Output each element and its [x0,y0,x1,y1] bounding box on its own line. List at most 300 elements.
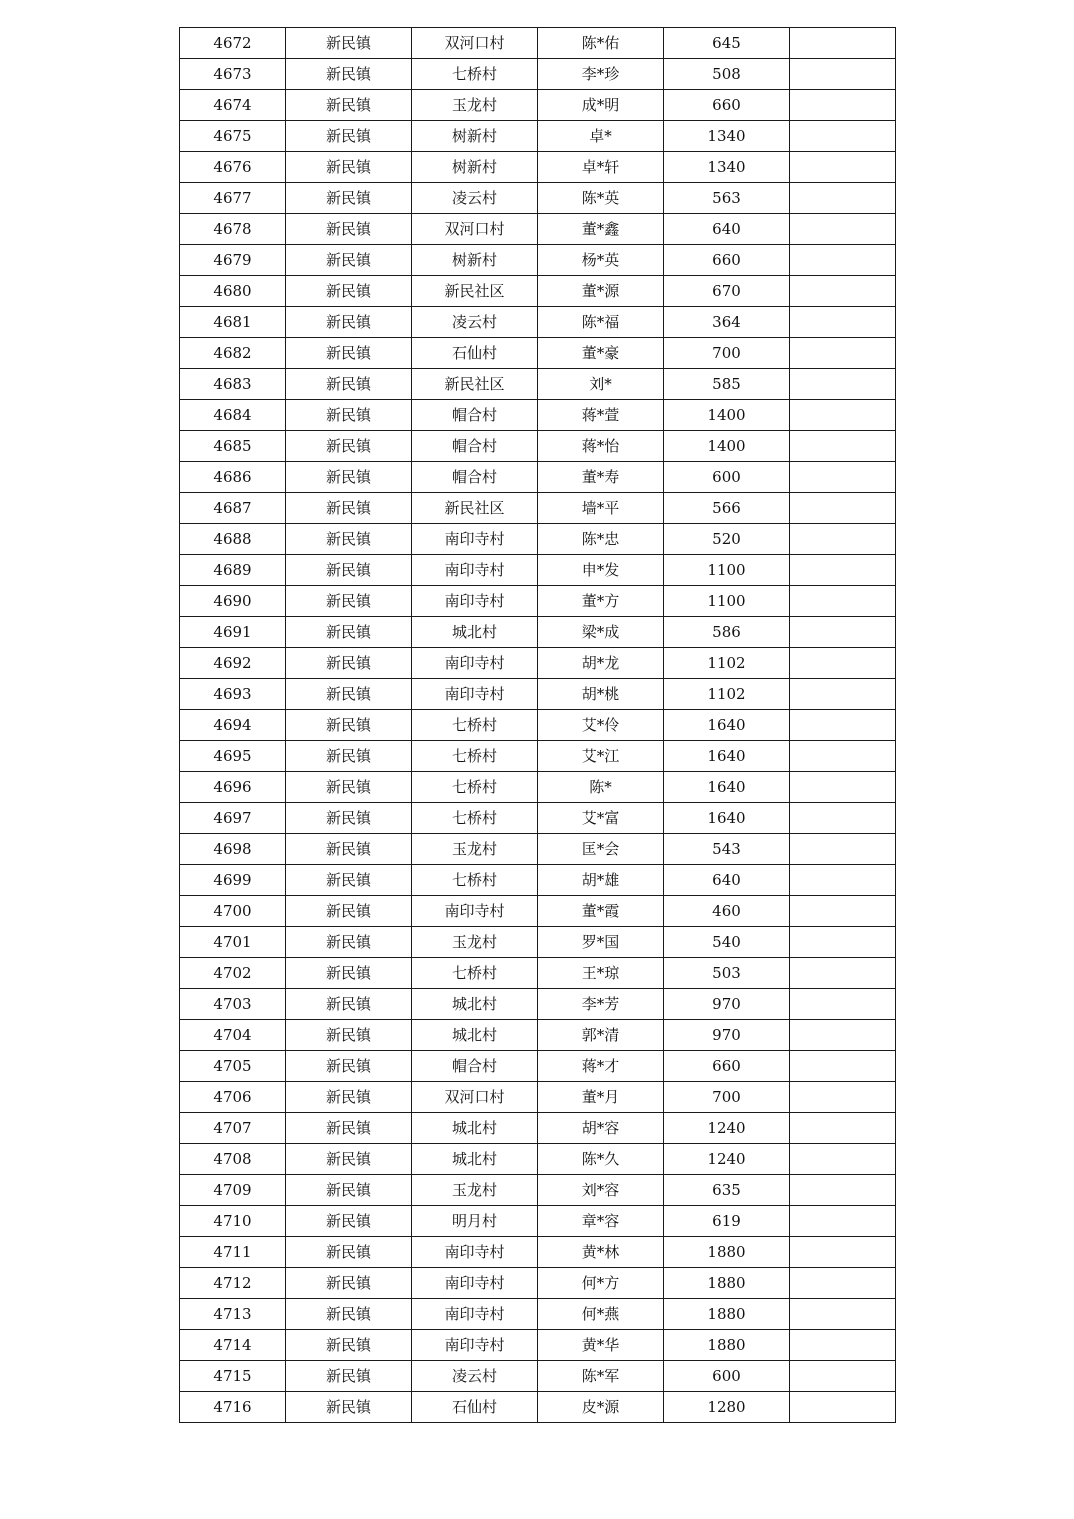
cell-name: 郭*清 [538,1020,664,1051]
cell-id: 4702 [180,958,286,989]
cell-village: 树新村 [412,121,538,152]
cell-id: 4714 [180,1330,286,1361]
table-row [180,400,896,431]
cell-name: 胡*容 [538,1113,664,1144]
cell-village: 帽合村 [412,431,538,462]
cell-name: 刘* [538,369,664,400]
cell-village: 凌云村 [412,183,538,214]
cell-id: 4712 [180,1268,286,1299]
cell-town: 新民镇 [286,586,412,617]
table-row [180,183,896,214]
cell-name: 董*月 [538,1082,664,1113]
cell-id: 4683 [180,369,286,400]
cell-amount: 660 [664,245,790,276]
cell-note [790,307,896,338]
cell-id: 4674 [180,90,286,121]
cell-note [790,338,896,369]
cell-village: 明月村 [412,1206,538,1237]
cell-town: 新民镇 [286,1082,412,1113]
cell-name: 卓* [538,121,664,152]
cell-amount: 635 [664,1175,790,1206]
cell-village: 双河口村 [412,1082,538,1113]
cell-amount: 1102 [664,679,790,710]
cell-id: 4672 [180,28,286,59]
cell-amount: 566 [664,493,790,524]
cell-name: 胡*雄 [538,865,664,896]
cell-id: 4710 [180,1206,286,1237]
cell-village: 石仙村 [412,1392,538,1423]
cell-amount: 660 [664,1051,790,1082]
cell-town: 新民镇 [286,431,412,462]
cell-amount: 508 [664,59,790,90]
cell-amount: 543 [664,834,790,865]
cell-amount: 460 [664,896,790,927]
cell-id: 4685 [180,431,286,462]
cell-note [790,183,896,214]
cell-name: 陈*忠 [538,524,664,555]
cell-id: 4693 [180,679,286,710]
cell-village: 七桥村 [412,803,538,834]
cell-note [790,152,896,183]
cell-name: 陈*久 [538,1144,664,1175]
cell-village: 南印寺村 [412,1330,538,1361]
cell-amount: 1640 [664,772,790,803]
cell-town: 新民镇 [286,1113,412,1144]
table-row [180,338,896,369]
table-row [180,462,896,493]
cell-id: 4679 [180,245,286,276]
cell-id: 4686 [180,462,286,493]
cell-note [790,710,896,741]
table-row [180,958,896,989]
cell-name: 董*鑫 [538,214,664,245]
cell-id: 4700 [180,896,286,927]
cell-id: 4701 [180,927,286,958]
cell-amount: 1240 [664,1144,790,1175]
table-row [180,431,896,462]
cell-amount: 645 [664,28,790,59]
cell-name: 章*容 [538,1206,664,1237]
cell-id: 4689 [180,555,286,586]
table-row [180,1082,896,1113]
cell-village: 石仙村 [412,338,538,369]
cell-amount: 563 [664,183,790,214]
cell-note [790,90,896,121]
cell-note [790,927,896,958]
cell-amount: 520 [664,524,790,555]
cell-name: 何*燕 [538,1299,664,1330]
cell-amount: 1880 [664,1268,790,1299]
cell-id: 4688 [180,524,286,555]
cell-village: 七桥村 [412,958,538,989]
cell-town: 新民镇 [286,1299,412,1330]
cell-village: 南印寺村 [412,1299,538,1330]
cell-name: 成*明 [538,90,664,121]
cell-id: 4711 [180,1237,286,1268]
cell-amount: 600 [664,462,790,493]
cell-town: 新民镇 [286,896,412,927]
cell-note [790,1392,896,1423]
cell-town: 新民镇 [286,369,412,400]
cell-village: 七桥村 [412,59,538,90]
cell-name: 胡*龙 [538,648,664,679]
table-row [180,1237,896,1268]
cell-note [790,679,896,710]
cell-note [790,834,896,865]
cell-amount: 600 [664,1361,790,1392]
cell-name: 何*方 [538,1268,664,1299]
cell-name: 匡*会 [538,834,664,865]
cell-note [790,803,896,834]
cell-name: 董*霞 [538,896,664,927]
cell-town: 新民镇 [286,865,412,896]
table-row [180,276,896,307]
cell-amount: 640 [664,865,790,896]
cell-name: 皮*源 [538,1392,664,1423]
cell-town: 新民镇 [286,183,412,214]
table-row [180,772,896,803]
cell-id: 4696 [180,772,286,803]
table-row [180,803,896,834]
cell-town: 新民镇 [286,1268,412,1299]
cell-amount: 700 [664,1082,790,1113]
cell-village: 城北村 [412,1020,538,1051]
cell-name: 艾*富 [538,803,664,834]
cell-village: 玉龙村 [412,90,538,121]
cell-id: 4708 [180,1144,286,1175]
cell-town: 新民镇 [286,121,412,152]
cell-note [790,1144,896,1175]
cell-amount: 1240 [664,1113,790,1144]
cell-id: 4704 [180,1020,286,1051]
cell-note [790,1330,896,1361]
cell-note [790,214,896,245]
cell-amount: 1880 [664,1299,790,1330]
cell-amount: 1280 [664,1392,790,1423]
data-table [179,27,896,1423]
cell-name: 梁*成 [538,617,664,648]
cell-town: 新民镇 [286,617,412,648]
table-row [180,586,896,617]
cell-town: 新民镇 [286,927,412,958]
cell-note [790,1268,896,1299]
cell-town: 新民镇 [286,1392,412,1423]
cell-town: 新民镇 [286,59,412,90]
cell-town: 新民镇 [286,772,412,803]
cell-name: 艾*伶 [538,710,664,741]
cell-amount: 670 [664,276,790,307]
table-row [180,524,896,555]
cell-amount: 1880 [664,1237,790,1268]
cell-town: 新民镇 [286,90,412,121]
cell-village: 南印寺村 [412,896,538,927]
cell-name: 董*寿 [538,462,664,493]
cell-village: 七桥村 [412,865,538,896]
cell-amount: 970 [664,1020,790,1051]
cell-town: 新民镇 [286,1330,412,1361]
cell-town: 新民镇 [286,307,412,338]
table-row [180,927,896,958]
cell-id: 4690 [180,586,286,617]
cell-note [790,28,896,59]
table-row [180,369,896,400]
cell-id: 4675 [180,121,286,152]
cell-amount: 1640 [664,710,790,741]
cell-id: 4678 [180,214,286,245]
cell-id: 4716 [180,1392,286,1423]
cell-village: 城北村 [412,989,538,1020]
table-row [180,493,896,524]
cell-id: 4699 [180,865,286,896]
cell-village: 七桥村 [412,710,538,741]
cell-name: 李*珍 [538,59,664,90]
cell-town: 新民镇 [286,245,412,276]
cell-village: 凌云村 [412,1361,538,1392]
cell-amount: 364 [664,307,790,338]
cell-id: 4695 [180,741,286,772]
cell-village: 南印寺村 [412,586,538,617]
cell-town: 新民镇 [286,803,412,834]
cell-town: 新民镇 [286,1020,412,1051]
cell-note [790,1020,896,1051]
cell-amount: 585 [664,369,790,400]
table-row [180,1051,896,1082]
cell-note [790,1175,896,1206]
cell-name: 罗*国 [538,927,664,958]
cell-id: 4698 [180,834,286,865]
cell-id: 4703 [180,989,286,1020]
cell-amount: 1340 [664,152,790,183]
table-row [180,555,896,586]
cell-village: 南印寺村 [412,1237,538,1268]
cell-town: 新民镇 [286,1361,412,1392]
cell-name: 黄*林 [538,1237,664,1268]
cell-town: 新民镇 [286,989,412,1020]
cell-amount: 1640 [664,803,790,834]
cell-village: 南印寺村 [412,555,538,586]
cell-village: 帽合村 [412,1051,538,1082]
cell-village: 凌云村 [412,307,538,338]
table-row [180,679,896,710]
cell-id: 4682 [180,338,286,369]
cell-name: 陈*军 [538,1361,664,1392]
table-row [180,152,896,183]
cell-note [790,1113,896,1144]
cell-name: 蒋*萱 [538,400,664,431]
cell-name: 黄*华 [538,1330,664,1361]
cell-note [790,1051,896,1082]
cell-note [790,896,896,927]
cell-town: 新民镇 [286,152,412,183]
cell-id: 4697 [180,803,286,834]
cell-amount: 1102 [664,648,790,679]
cell-note [790,1206,896,1237]
cell-note [790,276,896,307]
cell-amount: 640 [664,214,790,245]
table-row [180,1361,896,1392]
cell-note [790,586,896,617]
cell-village: 南印寺村 [412,648,538,679]
cell-id: 4705 [180,1051,286,1082]
cell-town: 新民镇 [286,400,412,431]
cell-amount: 1340 [664,121,790,152]
cell-id: 4680 [180,276,286,307]
cell-note [790,1082,896,1113]
cell-town: 新民镇 [286,710,412,741]
table-row [180,59,896,90]
table-row [180,214,896,245]
cell-note [790,865,896,896]
cell-id: 4677 [180,183,286,214]
table-row [180,1113,896,1144]
cell-amount: 1100 [664,555,790,586]
cell-name: 董*豪 [538,338,664,369]
cell-name: 董*源 [538,276,664,307]
cell-town: 新民镇 [286,1206,412,1237]
cell-note [790,400,896,431]
cell-amount: 1100 [664,586,790,617]
cell-id: 4709 [180,1175,286,1206]
cell-note [790,555,896,586]
cell-village: 玉龙村 [412,1175,538,1206]
cell-town: 新民镇 [286,834,412,865]
table-row [180,1330,896,1361]
table-row [180,834,896,865]
cell-amount: 586 [664,617,790,648]
cell-village: 城北村 [412,1113,538,1144]
cell-note [790,493,896,524]
cell-village: 南印寺村 [412,1268,538,1299]
cell-town: 新民镇 [286,648,412,679]
cell-note [790,431,896,462]
cell-village: 七桥村 [412,741,538,772]
cell-note [790,524,896,555]
cell-town: 新民镇 [286,493,412,524]
cell-amount: 1880 [664,1330,790,1361]
cell-name: 艾*江 [538,741,664,772]
cell-note [790,121,896,152]
cell-town: 新民镇 [286,338,412,369]
table-row [180,865,896,896]
cell-town: 新民镇 [286,679,412,710]
data-table-container [179,27,895,1423]
table-row [180,741,896,772]
cell-id: 4691 [180,617,286,648]
cell-id: 4715 [180,1361,286,1392]
cell-village: 南印寺村 [412,679,538,710]
cell-note [790,369,896,400]
table-row [180,121,896,152]
cell-name: 申*发 [538,555,664,586]
cell-village: 帽合村 [412,400,538,431]
cell-name: 杨*英 [538,245,664,276]
cell-name: 蒋*才 [538,1051,664,1082]
cell-village: 新民社区 [412,493,538,524]
table-row [180,648,896,679]
cell-amount: 619 [664,1206,790,1237]
cell-name: 蒋*怡 [538,431,664,462]
table-row [180,28,896,59]
cell-town: 新民镇 [286,1051,412,1082]
cell-village: 双河口村 [412,214,538,245]
table-row [180,896,896,927]
table-row [180,1299,896,1330]
cell-village: 城北村 [412,617,538,648]
cell-id: 4707 [180,1113,286,1144]
table-row [180,1268,896,1299]
cell-id: 4692 [180,648,286,679]
table-row [180,245,896,276]
table-row [180,307,896,338]
cell-id: 4687 [180,493,286,524]
cell-town: 新民镇 [286,214,412,245]
cell-village: 新民社区 [412,276,538,307]
cell-amount: 660 [664,90,790,121]
cell-note [790,648,896,679]
cell-name: 墙*平 [538,493,664,524]
table-row [180,710,896,741]
cell-id: 4694 [180,710,286,741]
table-row [180,90,896,121]
cell-village: 城北村 [412,1144,538,1175]
cell-town: 新民镇 [286,276,412,307]
cell-note [790,462,896,493]
cell-name: 陈*佑 [538,28,664,59]
cell-id: 4713 [180,1299,286,1330]
cell-name: 卓*轩 [538,152,664,183]
table-row [180,1206,896,1237]
cell-town: 新民镇 [286,555,412,586]
cell-id: 4676 [180,152,286,183]
cell-town: 新民镇 [286,958,412,989]
cell-village: 双河口村 [412,28,538,59]
cell-note [790,1361,896,1392]
cell-village: 树新村 [412,152,538,183]
cell-id: 4706 [180,1082,286,1113]
cell-note [790,958,896,989]
cell-note [790,245,896,276]
cell-id: 4673 [180,59,286,90]
cell-note [790,1237,896,1268]
table-row [180,1392,896,1423]
cell-town: 新民镇 [286,28,412,59]
cell-town: 新民镇 [286,1175,412,1206]
table-row [180,1144,896,1175]
cell-name: 陈*福 [538,307,664,338]
cell-village: 南印寺村 [412,524,538,555]
cell-town: 新民镇 [286,1237,412,1268]
table-body [180,28,896,1423]
cell-note [790,989,896,1020]
cell-name: 董*方 [538,586,664,617]
cell-name: 李*芳 [538,989,664,1020]
table-row [180,1020,896,1051]
table-row [180,1175,896,1206]
cell-note [790,59,896,90]
cell-village: 帽合村 [412,462,538,493]
table-row [180,617,896,648]
cell-amount: 1400 [664,400,790,431]
cell-amount: 970 [664,989,790,1020]
table-row [180,989,896,1020]
cell-village: 玉龙村 [412,834,538,865]
cell-amount: 540 [664,927,790,958]
cell-note [790,617,896,648]
cell-id: 4684 [180,400,286,431]
cell-note [790,772,896,803]
cell-town: 新民镇 [286,1144,412,1175]
cell-town: 新民镇 [286,741,412,772]
